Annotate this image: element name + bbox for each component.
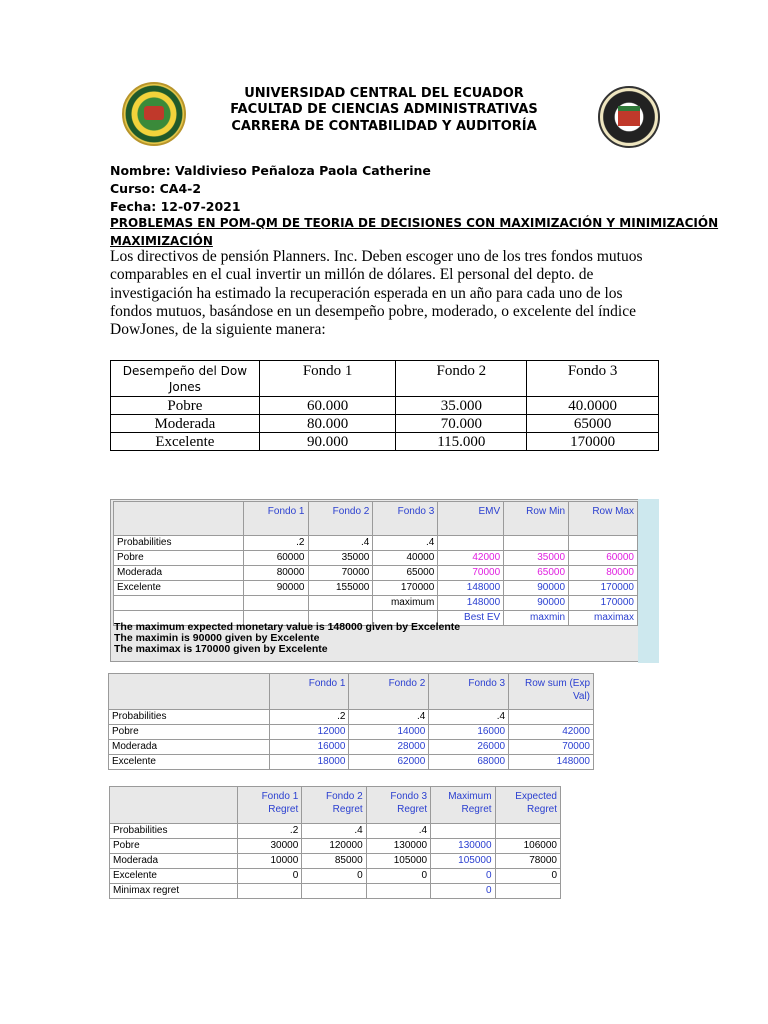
criteria-label: maxmin [504, 611, 569, 626]
maximum-row [114, 596, 638, 611]
section-subtitle: MAXIMIZACIÓN [110, 234, 213, 248]
empty-cell [308, 596, 373, 611]
data-cell[interactable]: 40000 [373, 551, 438, 566]
table-row [114, 551, 638, 566]
message-line: The maximin is 90000 given by Excelente [114, 632, 320, 644]
data-cell: 85000 [302, 854, 366, 869]
empty-cell [431, 824, 495, 839]
data-cell: 0 [366, 869, 430, 884]
table-cell: 90.000 [259, 433, 396, 451]
emv-cell: 42000 [438, 551, 504, 566]
table-cell: Moderada [111, 415, 260, 433]
row-sum-cell: 42000 [509, 725, 594, 740]
row-label: Minimax regret [110, 884, 238, 899]
row-min-cell: 35000 [504, 551, 569, 566]
max-regret-cell: 130000 [431, 839, 495, 854]
header-cell: Fondo 3 [527, 361, 659, 397]
data-cell[interactable]: 90000 [243, 581, 308, 596]
table-cell: 80.000 [259, 415, 396, 433]
row-label: Pobre [110, 839, 238, 854]
probabilities-row [109, 710, 594, 725]
best-value-cell: 148000 [438, 596, 504, 611]
scrollbar-strip [638, 499, 659, 663]
data-cell: 62000 [349, 755, 429, 770]
table-row [109, 725, 594, 740]
decision-table-results [113, 501, 638, 626]
data-cell: 12000 [269, 725, 349, 740]
data-cell: 0 [302, 869, 366, 884]
data-cell: 120000 [302, 839, 366, 854]
table-cell: 60.000 [259, 397, 396, 415]
expected-value-table [108, 673, 594, 770]
column-header: Fondo 3 [429, 674, 509, 710]
table-row [109, 755, 594, 770]
table-cell: 35.000 [396, 397, 527, 415]
row-label: Excelente [110, 869, 238, 884]
table-row [110, 854, 561, 869]
criteria-label: maximax [569, 611, 638, 626]
regret-header-row [110, 787, 561, 824]
intro-paragraph: Los directivos de pensión Planners. Inc. Deben escoger uno de los tres fondos mutuos comparables en el cual invertir un millón de dólares. El personal del depto. de investigación ha estimado la recuperación esperada en un año para cada uno de los fondos mutuos, basándose en un desempeño pobre, moderado, o excelente del índice DowJones, de la siguiente manera: [110, 248, 643, 339]
header-cell: Fondo 1 [259, 361, 396, 397]
row-label: Excelente [114, 581, 244, 596]
table-row [110, 839, 561, 854]
table-cell: 65000 [527, 415, 659, 433]
table-cell: 115.000 [396, 433, 527, 451]
data-cell[interactable]: 170000 [373, 581, 438, 596]
course: Curso: CA4-2 [110, 181, 202, 196]
table-cell: Pobre [111, 397, 260, 415]
empty-cell [495, 824, 560, 839]
data-cell[interactable]: 80000 [243, 566, 308, 581]
row-min-cell: 65000 [504, 566, 569, 581]
row-label: Probabilities [109, 710, 270, 725]
table-cell: 170000 [527, 433, 659, 451]
data-cell: 30000 [237, 839, 301, 854]
row-max-cell: 80000 [569, 566, 638, 581]
table-row [114, 581, 638, 596]
probability-cell[interactable]: .2 [243, 536, 308, 551]
data-cell: 26000 [429, 740, 509, 755]
payoff-table [110, 360, 659, 451]
message-line: The maximax is 170000 given by Excelente [114, 643, 328, 655]
header-cell: Fondo 2 [396, 361, 527, 397]
empty-cell [114, 596, 244, 611]
maximum-label: maximum [373, 596, 438, 611]
corner-cell [114, 502, 244, 536]
empty-cell [366, 884, 430, 899]
data-cell: 16000 [269, 740, 349, 755]
probability-cell[interactable]: .2 [269, 710, 349, 725]
row-label: Probabilities [114, 536, 244, 551]
column-header: Expected Regret [495, 787, 560, 824]
table-row [110, 869, 561, 884]
results-header-row [114, 502, 638, 536]
probabilities-row [114, 536, 638, 551]
column-header: Fondo 2 [349, 674, 429, 710]
date: Fecha: 12-07-2021 [110, 199, 241, 214]
table-cell: 70.000 [396, 415, 527, 433]
minimax-value-cell: 0 [431, 884, 495, 899]
probability-cell[interactable]: .4 [373, 536, 438, 551]
data-cell[interactable]: 35000 [308, 551, 373, 566]
data-cell: 0 [237, 869, 301, 884]
regret-table [109, 786, 561, 899]
data-cell[interactable]: 60000 [243, 551, 308, 566]
max-regret-cell: 0 [431, 869, 495, 884]
table-row [111, 433, 659, 451]
probability-cell[interactable]: .4 [302, 824, 366, 839]
data-cell: 28000 [349, 740, 429, 755]
row-sum-cell: 70000 [509, 740, 594, 755]
column-header: Fondo 3 [373, 502, 438, 536]
empty-cell [504, 536, 569, 551]
probability-cell[interactable]: .4 [349, 710, 429, 725]
data-cell: 14000 [349, 725, 429, 740]
table-cell: Excelente [111, 433, 260, 451]
column-header: Fondo 2 Regret [302, 787, 366, 824]
header-faculty: FACULTAD DE CIENCIAS ADMINISTRATIVAS [230, 102, 538, 117]
table-header-row [111, 361, 659, 397]
empty-cell [509, 710, 594, 725]
table-row [109, 740, 594, 755]
data-cell: 18000 [269, 755, 349, 770]
column-header: Row Min [504, 502, 569, 536]
column-header: Maximum Regret [431, 787, 495, 824]
column-header: Fondo 2 [308, 502, 373, 536]
row-label: Pobre [114, 551, 244, 566]
probability-cell[interactable]: .2 [237, 824, 301, 839]
criteria-label: Best EV [438, 611, 504, 626]
column-header: Fondo 1 [269, 674, 349, 710]
empty-cell [243, 596, 308, 611]
best-value-cell: 90000 [504, 596, 569, 611]
data-cell: 105000 [366, 854, 430, 869]
row-max-cell: 60000 [569, 551, 638, 566]
best-value-cell: 170000 [569, 596, 638, 611]
header-cell: Desempeño del Dow Jones [111, 361, 260, 397]
column-header: Row Max [569, 502, 638, 536]
header-university: UNIVERSIDAD CENTRAL DEL ECUADOR [244, 86, 524, 101]
empty-cell [569, 536, 638, 551]
max-regret-cell: 105000 [431, 854, 495, 869]
column-header: Fondo 1 Regret [237, 787, 301, 824]
row-min-cell: 90000 [504, 581, 569, 596]
column-header: Row sum (Exp Val) [509, 674, 594, 710]
row-sum-cell: 148000 [509, 755, 594, 770]
emv-cell: 148000 [438, 581, 504, 596]
header-career: CARRERA DE CONTABILIDAD Y AUDITORÍA [231, 119, 537, 134]
empty-cell [302, 884, 366, 899]
column-header: Fondo 1 [243, 502, 308, 536]
data-cell[interactable]: 70000 [308, 566, 373, 581]
corner-cell [109, 674, 270, 710]
data-cell[interactable]: 65000 [373, 566, 438, 581]
empty-cell [495, 884, 560, 899]
emv-cell: 70000 [438, 566, 504, 581]
expected-regret-cell: 0 [495, 869, 560, 884]
row-label: Probabilities [110, 824, 238, 839]
column-header: EMV [438, 502, 504, 536]
data-cell: 68000 [429, 755, 509, 770]
expected-regret-cell: 106000 [495, 839, 560, 854]
corner-cell [110, 787, 238, 824]
results-messages [114, 622, 460, 655]
table-row [111, 397, 659, 415]
student-name: Nombre: Valdivieso Peñaloza Paola Catherine [110, 163, 431, 178]
message-line: The maximum expected monetary value is 148000 given by Excelente [114, 621, 461, 633]
row-label: Moderada [110, 854, 238, 869]
ev-header-row [109, 674, 594, 710]
row-label: Moderada [109, 740, 270, 755]
table-cell: 40.0000 [527, 397, 659, 415]
minimax-row [110, 884, 561, 899]
probabilities-row [110, 824, 561, 839]
empty-cell [438, 536, 504, 551]
probability-cell[interactable]: .4 [308, 536, 373, 551]
data-cell: 16000 [429, 725, 509, 740]
row-label: Pobre [109, 725, 270, 740]
empty-cell [237, 884, 301, 899]
problem-title: PROBLEMAS EN POM-QM DE TEORIA DE DECISIONES CON MAXIMIZACIÓN Y MINIMIZACIÓN [110, 216, 719, 230]
probability-cell[interactable]: .4 [429, 710, 509, 725]
row-max-cell: 170000 [569, 581, 638, 596]
table-row [114, 566, 638, 581]
data-cell: 10000 [237, 854, 301, 869]
row-label: Moderada [114, 566, 244, 581]
probability-cell[interactable]: .4 [366, 824, 430, 839]
expected-regret-cell: 78000 [495, 854, 560, 869]
data-cell: 130000 [366, 839, 430, 854]
row-label: Excelente [109, 755, 270, 770]
data-cell[interactable]: 155000 [308, 581, 373, 596]
table-row [111, 415, 659, 433]
column-header: Fondo 3 Regret [366, 787, 430, 824]
